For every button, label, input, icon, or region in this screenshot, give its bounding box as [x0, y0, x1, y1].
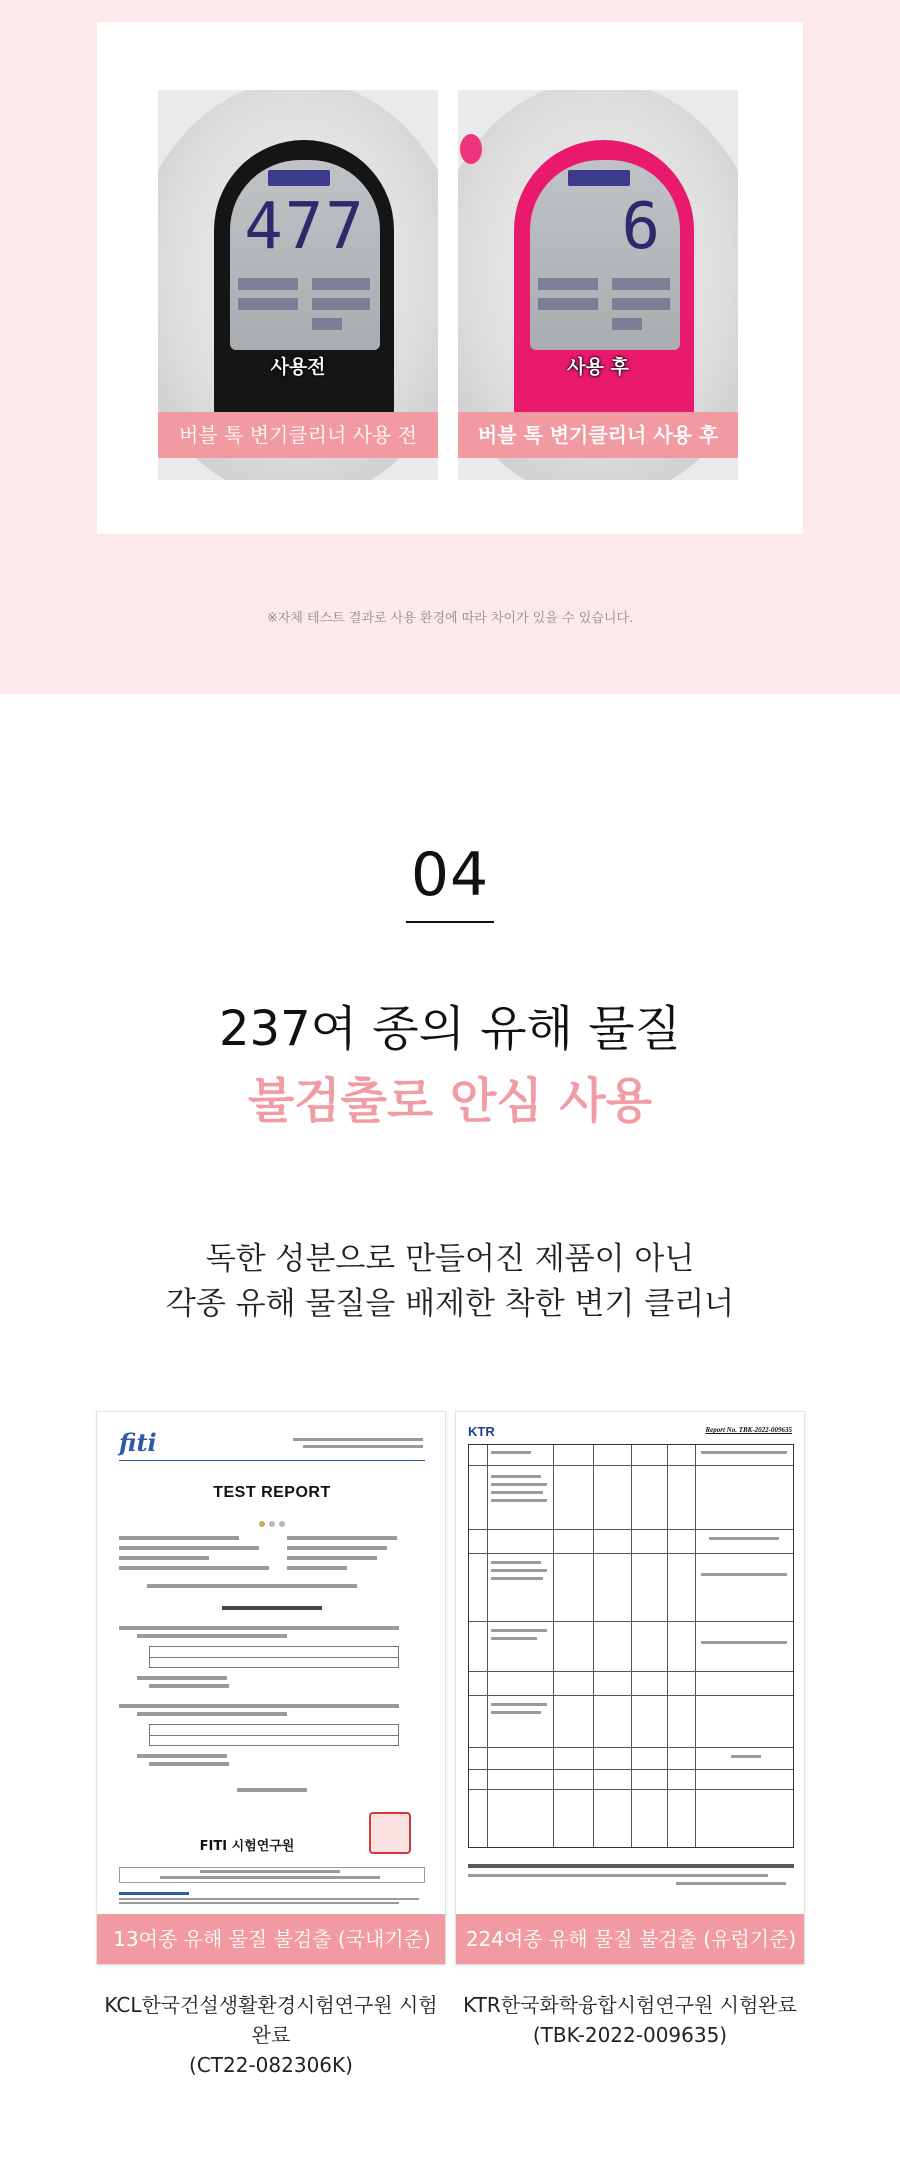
test-comparison-section [0, 0, 900, 694]
fiti-report-caption: KCL한국건설생활환경시험연구원 시험완료 (CT22-082306K) [104, 1993, 438, 2077]
lab-name: FITI 시험연구원 [199, 1839, 295, 1854]
test-notice: ※자체 테스트 결과로 사용 환경에 따라 차이가 있을 수 있습니다. [266, 611, 634, 626]
atp-meter-black [214, 140, 394, 440]
report-number: Report No. TBK-2022-009635 [705, 1426, 792, 1434]
report-badge: 13여종 유해 물질 불검출 (국내기준) [97, 1914, 446, 1964]
section-heading-highlight: 불검출로 안심 사용 [247, 1073, 653, 1129]
section-heading: 237여 종의 유해 물질 [219, 1001, 681, 1057]
atp-meter-pink [514, 140, 694, 440]
after-photo-label: 사용 후 [567, 356, 629, 378]
official-seal [369, 1812, 411, 1854]
before-caption: 버블 톡 변기클리너 사용 전 [158, 412, 438, 458]
ktr-report-caption: KTR한국화학융합시험연구원 시험완료 (TBK-2022-009635) [463, 1993, 797, 2047]
meter-reading: 477 [244, 190, 366, 264]
meter-display [530, 160, 680, 350]
ktr-test-report [455, 1411, 805, 1965]
fiti-logo: fiti [119, 1428, 157, 1457]
fiti-test-report [96, 1411, 446, 1965]
pink-knob-decoration [460, 134, 482, 164]
section-number-underline [406, 921, 494, 923]
ktr-logo: KTR [468, 1424, 495, 1439]
section-description-line1: 독한 성분으로 만들어진 제품이 아닌 [205, 1241, 695, 1277]
report-dots [257, 1512, 287, 1531]
meter-display [230, 160, 380, 350]
section-number: 04 [410, 840, 490, 910]
substance-table [468, 1444, 794, 1848]
meter-reading: 6 [621, 190, 662, 264]
before-photo-label: 사용전 [270, 356, 326, 378]
section-description-line2: 각종 유해 물질을 배제한 착한 변기 클리너 [165, 1286, 735, 1322]
report-badge: 224여종 유해 물질 불검출 (유럽기준) [456, 1914, 805, 1964]
report-title: TEST REPORT [213, 1484, 331, 1501]
after-caption: 버블 톡 변기클리너 사용 후 [458, 412, 738, 458]
